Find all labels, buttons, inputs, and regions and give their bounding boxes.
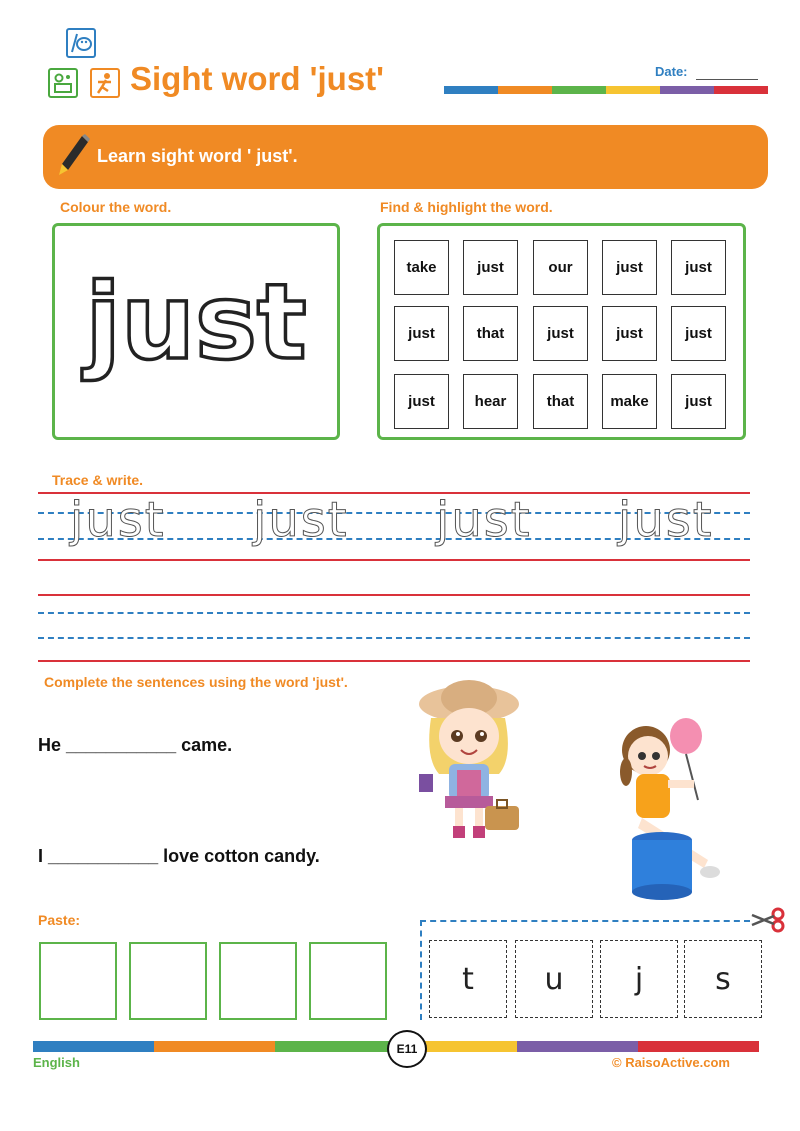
scissors-icon xyxy=(748,906,788,934)
write-top-line[interactable] xyxy=(38,594,750,596)
reading-child-icon xyxy=(48,68,78,98)
word-cell[interactable]: hear xyxy=(463,374,518,429)
word-cell[interactable]: our xyxy=(533,240,588,295)
trace-word[interactable]: just xyxy=(436,492,532,548)
letter-card[interactable]: j xyxy=(600,940,678,1018)
copyright-text: © RaisoActive.com xyxy=(612,1055,730,1070)
word-cell[interactable]: just xyxy=(671,306,726,361)
paste-box[interactable] xyxy=(309,942,387,1020)
paste-box[interactable] xyxy=(219,942,297,1020)
word-cell[interactable]: just xyxy=(533,306,588,361)
palette-icon xyxy=(66,28,96,58)
page-title: Sight word 'just' xyxy=(130,60,385,97)
write-mid-line xyxy=(38,612,750,614)
letter-card[interactable]: t xyxy=(429,940,507,1018)
trace-section-label: Trace & write. xyxy=(52,472,144,488)
word-cell[interactable]: that xyxy=(533,374,588,429)
subject-label: English xyxy=(33,1055,80,1070)
sentence-1[interactable]: He ___________ came. xyxy=(38,735,233,755)
cut-line-top xyxy=(420,920,750,922)
word-cell[interactable]: just xyxy=(671,374,726,429)
word-cell[interactable]: just xyxy=(671,240,726,295)
letter-card[interactable]: u xyxy=(515,940,593,1018)
word-cell[interactable]: just xyxy=(463,240,518,295)
trace-word[interactable]: just xyxy=(253,492,349,548)
outlined-word[interactable]: just xyxy=(85,261,307,383)
trace-word[interactable]: just xyxy=(70,492,166,548)
girl-with-cotton-candy-illustration xyxy=(612,710,740,906)
write-bottom-line xyxy=(38,660,750,662)
word-cell[interactable]: just xyxy=(602,240,657,295)
paste-box[interactable] xyxy=(39,942,117,1020)
paste-section-label: Paste: xyxy=(38,912,81,928)
page-code-badge: E11 xyxy=(387,1030,427,1068)
paste-box[interactable] xyxy=(129,942,207,1020)
header-color-bar xyxy=(444,86,768,94)
trace-word[interactable]: just xyxy=(618,492,714,548)
cut-line-left xyxy=(420,920,422,1020)
word-cell[interactable]: just xyxy=(394,306,449,361)
date-label: Date: xyxy=(655,64,688,79)
date-field-line[interactable] xyxy=(696,79,758,80)
word-cell[interactable]: just xyxy=(394,374,449,429)
word-cell[interactable]: that xyxy=(463,306,518,361)
pencil-icon xyxy=(56,134,92,178)
word-cell[interactable]: make xyxy=(602,374,657,429)
word-cell[interactable]: just xyxy=(602,306,657,361)
letter-card[interactable]: s xyxy=(684,940,762,1018)
colour-section-label: Colour the word. xyxy=(60,199,172,215)
banner-text: Learn sight word ' just'. xyxy=(97,146,298,166)
sentence-section-label: Complete the sentences using the word 'just'. xyxy=(44,674,348,690)
word-cell[interactable]: take xyxy=(394,240,449,295)
write-base-line xyxy=(38,637,750,639)
running-child-icon xyxy=(90,68,120,98)
girl-with-suitcase-illustration xyxy=(405,678,535,844)
trace-bottom-line xyxy=(38,559,750,561)
sentence-2[interactable]: I ___________ love cotton candy. xyxy=(38,846,320,866)
find-section-label: Find & highlight the word. xyxy=(380,199,553,215)
